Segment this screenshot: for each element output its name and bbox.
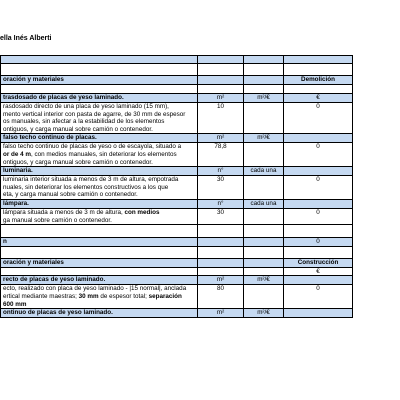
unit-price-cell[interactable]: m²/€ <box>244 134 284 143</box>
item-title[interactable]: lámpara. <box>1 199 198 208</box>
quantity-cell[interactable]: 80 <box>198 285 244 309</box>
item-description[interactable] <box>1 208 198 224</box>
section-header-row <box>1 76 353 85</box>
currency-cell[interactable]: € <box>284 94 353 103</box>
description-text: ertical mediante maestras; <box>3 292 77 300</box>
description-text: de espesor total; <box>100 292 147 300</box>
description-bold: separación <box>148 292 182 300</box>
blank-row <box>1 247 353 259</box>
unit-cell[interactable]: m² <box>198 94 244 103</box>
total-label[interactable]: n <box>1 238 198 247</box>
blank-row <box>1 225 353 238</box>
item-description[interactable] <box>1 176 198 200</box>
description-line: ga manual sobre camión o contenedor. <box>3 216 112 224</box>
description-line: luminaria interior situada a menos de 3 m de altura, empotrada <box>3 176 179 184</box>
description-line: nuales, sin deteriorar los elementos constructivos a los que <box>3 183 169 191</box>
description-line: ecto, realizado con placa de yeso laminado - |15 normal|, anclada <box>3 285 187 293</box>
item-title[interactable]: luminaria. <box>1 167 198 176</box>
item-detail-row <box>1 176 353 200</box>
item-description[interactable] <box>1 143 198 167</box>
item-detail-row <box>1 143 353 167</box>
price-cell[interactable]: 0 <box>284 103 353 134</box>
total-value[interactable]: 0 <box>284 238 353 247</box>
total-row <box>1 238 353 247</box>
price-cell[interactable]: 0 <box>284 285 353 309</box>
item-title[interactable]: trasdosado de placas de yeso laminado. <box>1 94 198 103</box>
item-title[interactable]: falso techo continuo de placas. <box>1 134 198 143</box>
description-line <box>3 293 195 301</box>
column-header-demolicion[interactable]: Demolición <box>284 76 353 85</box>
item-header-row <box>1 276 353 285</box>
unit-cell[interactable]: n° <box>198 167 244 176</box>
price-cell[interactable]: 0 <box>284 176 353 200</box>
item-description[interactable] <box>1 103 198 134</box>
description-bold: con medios <box>124 208 160 216</box>
author-name: ella Inés Alberti <box>0 35 52 42</box>
quantity-cell[interactable]: 30 <box>198 208 244 224</box>
description-line <box>3 209 195 217</box>
section-header-row <box>1 259 353 268</box>
description-line: os manuales, sin afectar a la estabilidad de los elementos <box>3 118 165 126</box>
price-cell[interactable]: 0 <box>284 208 353 224</box>
item-header-row <box>1 94 353 103</box>
unit-price-cell[interactable]: m²/€ <box>244 276 284 285</box>
section-title[interactable]: oración y materiales <box>1 76 198 85</box>
section-title[interactable]: oración y materiales <box>1 259 198 268</box>
description-text: lámpara situada a menos de 3 m de altura, <box>3 208 123 216</box>
item-header-row <box>1 167 353 176</box>
unit-cell[interactable]: m² <box>198 309 244 318</box>
blank-row <box>1 64 353 76</box>
description-line: rasdosado directo de una placa de yeso laminado (15 mm), <box>3 103 169 110</box>
price-cell[interactable]: 0 <box>284 143 353 167</box>
description-bold: or de 4 m <box>3 150 31 158</box>
description-line: 600 mm <box>3 300 27 308</box>
item-header-row <box>1 199 353 208</box>
item-title[interactable]: ontinuo de placas de yeso laminado. <box>1 309 198 318</box>
item-detail-row <box>1 103 353 134</box>
description-bold: 30 mm <box>78 292 99 300</box>
item-title[interactable]: recto de placas de yeso laminado. <box>1 276 198 285</box>
unit-cell[interactable]: m² <box>198 276 244 285</box>
description-line: ontiguos, y carga manual sobre camión o contenedor. <box>3 158 153 166</box>
item-description[interactable] <box>1 285 198 309</box>
description-line: falso techo continuo de placas de yeso o de escayola, situado a <box>3 143 182 151</box>
quantity-cell[interactable]: 10 <box>198 103 244 134</box>
description-line: mento vertical interior con pasta de agarre, de 30 mm de espesor <box>3 110 186 118</box>
unit-price-cell[interactable]: cada una <box>244 167 284 176</box>
budget-table <box>0 55 353 318</box>
item-detail-row <box>1 208 353 224</box>
quantity-cell[interactable]: 30 <box>198 176 244 200</box>
item-header-row <box>1 134 353 143</box>
unit-price-cell[interactable]: m²/€ <box>244 309 284 318</box>
column-header-construccion[interactable]: Construcción <box>284 259 353 268</box>
currency-cell[interactable]: € <box>284 267 353 276</box>
quantity-cell[interactable]: 78,8 <box>198 143 244 167</box>
unit-price-cell[interactable]: m²/€ <box>244 94 284 103</box>
description-text: , con medios manuales, sin deteriorar los elementos <box>31 150 177 158</box>
item-detail-row <box>1 285 353 309</box>
unit-cell[interactable]: m² <box>198 134 244 143</box>
unit-cell[interactable]: n° <box>198 199 244 208</box>
item-header-row <box>1 309 353 318</box>
unit-row <box>1 267 353 276</box>
blank-row <box>1 56 353 64</box>
description-line: ontiguos, y carga manual sobre camión o contenedor. <box>3 125 153 133</box>
unit-price-cell[interactable]: cada una <box>244 199 284 208</box>
blank-row <box>1 85 353 94</box>
description-line <box>3 151 195 159</box>
description-line: eta, y carga manual sobre camión o contenedor. <box>3 191 138 199</box>
